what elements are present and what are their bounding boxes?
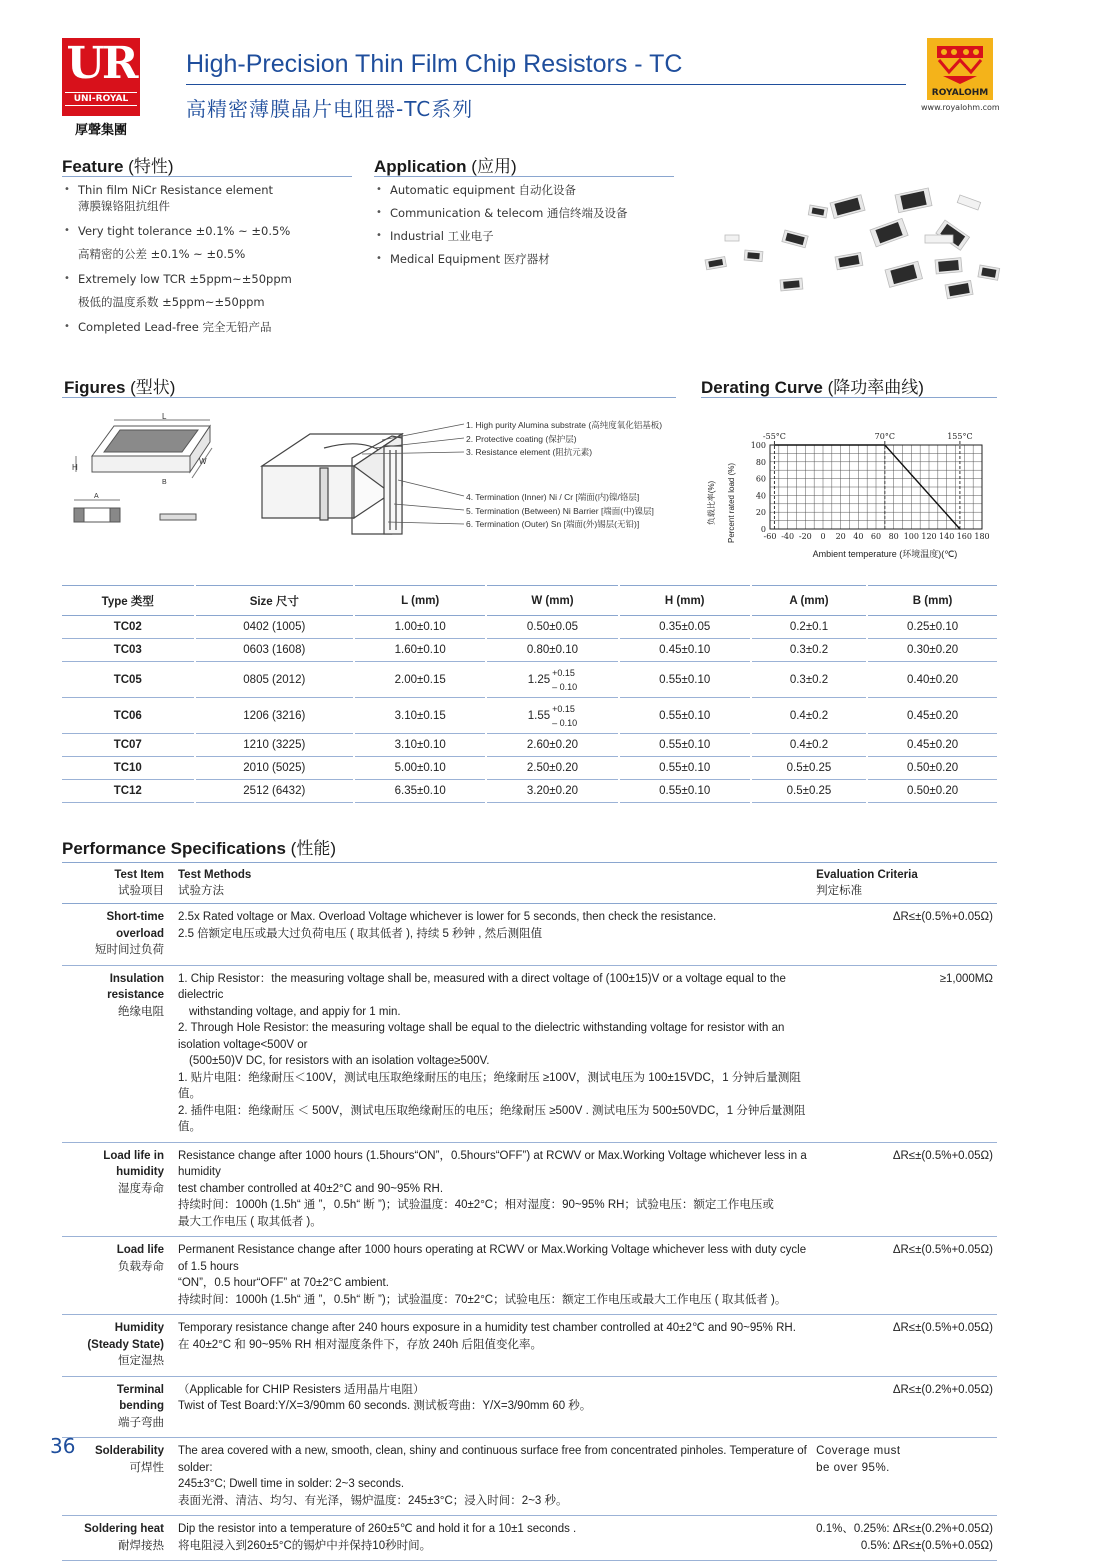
perf-item-cn: 绝缘电阻: [118, 1005, 164, 1018]
col-header-type: Type 类型: [62, 586, 195, 616]
cell-b: 0.50±0.20: [867, 757, 997, 780]
perf-item-en: Load life in: [103, 1149, 164, 1162]
x-tick-label: -60: [763, 532, 777, 541]
performance-table-body: [62, 904, 997, 1561]
perf-row: [62, 965, 997, 1142]
perf-col-criteria: [812, 863, 997, 904]
perf-method-line: Dip the resistor into a temperature of 260±5℃ and hold it for a 10±1 seconds .: [178, 1523, 577, 1535]
perf-item-en: bending: [119, 1400, 164, 1412]
cell-w: 2.60±0.20: [486, 734, 618, 757]
perf-criteria-line: ΔR≤±(0.5%+0.05Ω): [892, 1244, 993, 1256]
cell-l: 3.10±0.15: [354, 698, 486, 734]
table-row: [62, 662, 997, 698]
perf-test-method: [172, 1438, 812, 1516]
cell-type: TC07: [62, 734, 195, 757]
perf-criteria: [812, 1142, 997, 1237]
cell-size: 1210 (3225): [195, 734, 355, 757]
figures-rule: [62, 397, 676, 398]
feature-heading-cn: (特性): [128, 157, 174, 176]
cell-size: 0402 (1005): [195, 616, 355, 639]
perf-test-method: [172, 1315, 812, 1377]
feature-item: [62, 319, 362, 335]
col-header-b: B (mm): [867, 586, 997, 616]
cell-type: TC12: [62, 780, 195, 803]
feature-item-cn: 高精密的公差 ±0.1% ~ ±0.5%: [78, 247, 246, 261]
cell-b: 0.40±0.20: [867, 662, 997, 698]
perf-test-item: [62, 1438, 172, 1516]
feature-rule: [62, 176, 352, 177]
perf-item-cn: 湿度寿命: [118, 1182, 164, 1195]
perf-criteria: [812, 1516, 997, 1561]
page-title-cn: 高精密薄膜晶片电阻器-TC系列: [186, 97, 474, 121]
x-tick-label: 100: [903, 532, 919, 541]
perf-method-line: Permanent Resistance change after 1000 hours operating at RCWV or Max.Working Voltage whichever less with duty cycle of 1.5 hours: [178, 1244, 807, 1273]
resistor-dimension-drawing: [62, 408, 692, 558]
perf-method-line: test chamber controlled at 40±2°C and 90~95% RH.: [178, 1182, 444, 1195]
cell-size: 0805 (2012): [195, 662, 355, 698]
feature-item-en: Completed Lead-free 完全无铅产品: [78, 320, 272, 334]
cell-a: 0.3±0.2: [751, 639, 867, 662]
cell-a: 0.4±0.2: [751, 734, 867, 757]
royalohm-label: ROYALOHM: [931, 88, 989, 98]
col-header-h: H (mm): [619, 586, 751, 616]
page-number: 36: [50, 1434, 76, 1458]
callout-termination-inner: 4. Termination (Inner) Ni / Cr [端面(内)镍/铬层]: [466, 492, 640, 502]
perf-item-en: Soldering heat: [84, 1523, 164, 1535]
perf-criteria-line: ΔR≤±(0.5%+0.05Ω): [892, 1149, 993, 1162]
feature-item-en: Extremely low TCR ±5ppm~±50ppm: [78, 272, 292, 286]
application-item: • Medical Equipment 医疗器材: [374, 251, 674, 267]
cell-b: 0.30±0.20: [867, 639, 997, 662]
breakpoint-label: -55°C: [762, 432, 786, 441]
perf-criteria-line: be over 95%.: [816, 1461, 890, 1474]
perf-col-criteria-en: Evaluation Criteria: [816, 869, 918, 881]
cell-l: 6.35±0.10: [354, 780, 486, 803]
x-tick-labels: [764, 532, 990, 541]
dim-label-H: H: [72, 463, 78, 472]
perf-method-line: 2. Through Hole Resistor: the measuring voltage shall be equal to the dielectric withstanding voltage for resistor with an isolation voltage<500V or: [178, 1022, 785, 1051]
perf-item-en: overload: [116, 927, 164, 940]
cell-type: TC02: [62, 616, 195, 639]
perf-method-line: 持续时间：1000h (1.5h“ 通 ”，0.5h“ 断 ”)；试验温度：70±2°C；试验电压：额定工作电压或最大工作电压 ( 取其低者 )。: [178, 1293, 787, 1306]
y-tick-labels: [751, 441, 766, 534]
cell-h: 0.55±0.10: [619, 780, 751, 803]
x-tick-label: 120: [921, 532, 937, 541]
perf-item-en: Terminal: [116, 1383, 164, 1396]
application-list: [374, 182, 674, 267]
application-heading-en: Application: [374, 157, 467, 176]
feature-item-cn-line: [62, 246, 362, 262]
col-header-size: Size 尺寸: [195, 586, 355, 616]
table-row: [62, 639, 997, 662]
callout-coating: 2. Protective coating (保护层): [466, 434, 577, 444]
table-row: [62, 616, 997, 639]
perf-row: [62, 1142, 997, 1237]
tolerance-plus: +0.15: [552, 667, 575, 678]
callout-termination-between: 5. Termination (Between) Ni Barrier [端面(中)镍层]: [466, 506, 654, 516]
cell-b: 0.45±0.20: [867, 734, 997, 757]
perf-method-line: 1. Chip Resistor：the measuring voltage shall be, measured with a direct voltage of (100±15)V or a voltage equal to the dielectric: [178, 972, 786, 1001]
feature-item-cn: 极低的温度系数 ±5ppm~±50ppm: [78, 295, 265, 309]
figures-heading-cn: (型状): [130, 378, 176, 397]
tolerance-minus: – 0.10: [552, 681, 578, 692]
perf-method-line: Twist of Test Board:Y/X=3/90mm 60 seconds. 测试板弯曲：Y/X=3/90mm 60 秒。: [178, 1400, 592, 1412]
feature-item: [62, 182, 362, 214]
perf-item-en: Insulation: [109, 972, 164, 985]
cell-a: 0.5±0.25: [751, 780, 867, 803]
derating-point: [959, 528, 961, 530]
derating-rule: [701, 397, 997, 398]
perf-method-line: 245±3°C; Dwell time in solder: 2~3 seconds.: [178, 1478, 405, 1490]
perf-row: [62, 904, 997, 966]
perf-col-method-en: Test Methods: [178, 869, 252, 881]
cell-b: 0.25±0.10: [867, 616, 997, 639]
title-divider: [186, 84, 906, 85]
application-item: • Industrial 工业电子: [374, 228, 674, 244]
perf-criteria: [812, 1237, 997, 1315]
dim-label-W: W: [199, 457, 207, 466]
perf-col-method-cn: 试验方法: [178, 885, 224, 897]
cell-w: [486, 662, 618, 698]
performance-heading-en: Performance Specifications: [62, 839, 286, 858]
derating-heading: [701, 373, 924, 398]
perf-col-item: [62, 863, 172, 904]
royalohm-logo: [921, 38, 999, 124]
table-row: [62, 780, 997, 803]
perf-row: [62, 1438, 997, 1516]
perf-method-line: The area covered with a new, smooth, clean, shiny and continuous surface free from concentrated pinholes. Temperature of solder:: [178, 1445, 807, 1474]
performance-heading: [62, 834, 336, 859]
perf-criteria-line: 0.1%、0.25%: ΔR≤±(0.2%+0.05Ω): [816, 1523, 993, 1535]
perf-item-en: Solderability: [94, 1445, 164, 1457]
perf-method-line: Resistance change after 1000 hours (1.5hours“ON”，0.5hours“OFF”) at RCWV or Max.Working Voltage whichever less in a humidity: [178, 1149, 807, 1178]
cell-w-tolerance: [552, 666, 577, 694]
cell-a: 0.3±0.2: [751, 662, 867, 698]
x-tick-label: 0: [820, 532, 826, 541]
cell-h: 0.35±0.05: [619, 616, 751, 639]
perf-row: [62, 1516, 997, 1561]
perf-criteria: [812, 1376, 997, 1438]
perf-criteria-line: ≥1,000MΩ: [939, 972, 993, 985]
cell-type: TC10: [62, 757, 195, 780]
cell-a: 0.5±0.25: [751, 757, 867, 780]
cell-w: 0.80±0.10: [486, 639, 618, 662]
x-tick-label: 180: [974, 532, 990, 541]
feature-item-en: Thin film NiCr Resistance element: [78, 183, 274, 197]
y-tick-label: 40: [755, 491, 766, 501]
feature-heading-en: Feature: [62, 157, 124, 176]
cell-w-value: 1.55: [527, 709, 551, 722]
breakpoint-label: 70°C: [874, 432, 895, 441]
logo-mark: UR: [66, 38, 136, 89]
perf-test-method: [172, 1142, 812, 1237]
perf-item-cn: 可焊性: [129, 1461, 164, 1474]
cell-w-tolerance: [552, 702, 577, 730]
application-item: • Communication & telecom 通信终端及设备: [374, 205, 674, 221]
perf-item-en: Humidity: [114, 1322, 164, 1334]
x-tick-label: 80: [888, 532, 899, 541]
perf-test-item: [62, 965, 172, 1142]
perf-criteria: [812, 965, 997, 1142]
x-tick-label: -40: [781, 532, 795, 541]
feature-item-cn-line: [62, 294, 362, 310]
cell-l: 1.00±0.10: [354, 616, 486, 639]
cell-h: 0.55±0.10: [619, 662, 751, 698]
dimension-table-body: [62, 616, 997, 803]
feature-item: [62, 271, 362, 287]
cell-a: 0.2±0.1: [751, 616, 867, 639]
perf-test-item: [62, 1516, 172, 1561]
x-tick-label: 60: [870, 532, 882, 541]
cell-size: 2512 (6432): [195, 780, 355, 803]
cell-b: 0.45±0.20: [867, 698, 997, 734]
perf-method-line: (500±50)V DC, for resistors with an isolation voltage≥500V.: [189, 1055, 490, 1067]
perf-method-line: 将电阻浸入到260±5°C的锡炉中并保持10秒时间。: [178, 1539, 432, 1552]
application-heading-cn: (应用): [471, 157, 517, 176]
callout-substrate: 1. High purity Alumina substrate (高纯度氧化铝基板): [466, 420, 663, 430]
perf-col-item-en: Test Item: [114, 869, 164, 881]
perf-method-line: Temporary resistance change after 240 hours exposure in a humidity test chamber controlled at 40±2℃ and 90~95% RH.: [178, 1322, 796, 1334]
perf-test-method: [172, 1376, 812, 1438]
callout-termination-outer: 6. Termination (Outer) Sn [端面(外)锡层(无铅)]: [466, 519, 640, 529]
y-tick-label: 20: [755, 508, 766, 518]
chart-grid: [770, 445, 982, 529]
table-row: [62, 698, 997, 734]
perf-item-cn: 短时间过负荷: [95, 944, 164, 956]
derating-heading-en: Derating Curve: [701, 378, 823, 397]
x-tick-label: 40: [853, 532, 864, 541]
perf-col-method: [172, 863, 812, 904]
perf-test-item: [62, 1315, 172, 1377]
table-row: [62, 734, 997, 757]
perf-item-cn: 恒定湿热: [118, 1355, 164, 1367]
perf-criteria: [812, 1315, 997, 1377]
logo-cn-text: 厚聲集團: [74, 123, 127, 138]
perf-criteria-line: ΔR≤±(0.5%+0.05Ω): [892, 1322, 993, 1334]
application-item: • Automatic equipment 自动化设备: [374, 182, 674, 198]
cell-type: TC05: [62, 662, 195, 698]
perf-method-line: （Applicable for CHIP Resisters 适用晶片电阻）: [178, 1383, 425, 1396]
y-tick-label: 60: [755, 474, 766, 484]
cell-h: 0.55±0.10: [619, 734, 751, 757]
perf-test-item: [62, 1237, 172, 1315]
perf-criteria: [812, 1438, 997, 1516]
cell-l: 3.10±0.10: [354, 734, 486, 757]
derating-point: [884, 444, 886, 446]
crown-icon: [935, 46, 985, 84]
application-heading: [374, 152, 517, 177]
perf-row: [62, 1315, 997, 1377]
x-axis-label: Ambient temperature (环境温度)(℃): [812, 549, 958, 559]
cell-l: 2.00±0.15: [354, 662, 486, 698]
tolerance-plus: +0.15: [552, 703, 575, 714]
x-tick-label: 140: [939, 532, 955, 541]
perf-col-criteria-cn: 判定标准: [816, 885, 863, 897]
derating-heading-cn: (降功率曲线): [827, 378, 924, 397]
perf-item-cn: 端子弯曲: [118, 1416, 164, 1429]
cell-size: 1206 (3216): [195, 698, 355, 734]
feature-item: [62, 223, 362, 239]
cell-w: [486, 698, 618, 734]
cell-l: 1.60±0.10: [354, 639, 486, 662]
application-rule: [374, 176, 674, 177]
perf-test-method: [172, 965, 812, 1142]
perf-method-line: withstanding voltage, and appiy for 1 min.: [189, 1005, 401, 1018]
table-row: [62, 757, 997, 780]
cell-h: 0.55±0.10: [619, 757, 751, 780]
perf-criteria-line: ΔR≤±(0.5%+0.05Ω): [892, 911, 993, 923]
perf-row: [62, 1376, 997, 1438]
figures-heading-en: Figures: [64, 378, 126, 397]
perf-col-item-cn: 试验项目: [118, 885, 164, 897]
perf-method-line: 2.5 倍额定电压或最大过负荷电压 ( 取其低者 ), 持续 5 秒钟 , 然后测阻值: [178, 927, 543, 940]
cell-type: TC06: [62, 698, 195, 734]
perf-criteria-line: 0.5%: ΔR≤±(0.5%+0.05Ω): [860, 1539, 993, 1552]
perf-test-method: [172, 1516, 812, 1561]
perf-criteria: [812, 904, 997, 966]
dim-label-L: L: [162, 412, 167, 421]
feature-list: [62, 182, 362, 335]
perf-method-line: 最大工作电压 ( 取其低者 )。: [178, 1215, 322, 1228]
perf-method-line: 2. 插件电阻：绝缘耐压 ＜ 500V，测试电压取绝缘耐压的电压；绝缘耐压 ≥500V . 测试电压为 500±50VDC，1 分钟后量测阻值。: [178, 1104, 806, 1133]
y-axis-label-cn: 负载比率(%): [707, 480, 716, 526]
cell-h: 0.45±0.10: [619, 639, 751, 662]
cell-w: 3.20±0.20: [486, 780, 618, 803]
perf-item-en: resistance: [107, 989, 164, 1001]
x-tick-label: 160: [956, 532, 972, 541]
page-title: High-Precision Thin Film Chip Resistors - TC: [186, 50, 683, 78]
dim-label-A: A: [94, 493, 99, 500]
perf-item-en: (Steady State): [87, 1338, 164, 1351]
perf-method-line: 在 40±2°C 和 90~95% RH 相对湿度条件下，存放 240h 后阻值变化率。: [178, 1338, 542, 1351]
y-tick-label: 100: [750, 441, 766, 450]
chip-resistors-photo: [685, 175, 1010, 310]
feature-heading: [62, 152, 173, 177]
cell-b: 0.50±0.20: [867, 780, 997, 803]
perf-test-item: [62, 1142, 172, 1237]
uniroyal-logo: [62, 38, 140, 138]
col-header-a: A (mm): [751, 586, 867, 616]
performance-heading-cn: (性能): [290, 839, 336, 858]
perf-row: [62, 1237, 997, 1315]
col-header-l: L (mm): [354, 586, 486, 616]
cell-a: 0.4±0.2: [751, 698, 867, 734]
tolerance-minus: – 0.10: [552, 717, 578, 728]
y-axis-label: Percent rated load (%): [727, 462, 736, 544]
perf-item-cn: 耐焊接热: [118, 1539, 164, 1552]
cell-size: 0603 (1608): [195, 639, 355, 662]
perf-method-line: “ON”，0.5 hour“OFF” at 70±2°C ambient.: [178, 1277, 389, 1289]
x-tick-label: 20: [835, 532, 846, 541]
col-header-w: W (mm): [486, 586, 618, 616]
performance-table: [62, 862, 997, 1561]
perf-item-en: Load life: [116, 1244, 164, 1256]
x-tick-label: -20: [798, 532, 812, 541]
perf-method-line: 1. 贴片电阻：绝缘耐压＜100V，测试电压取绝缘耐压的电压；绝缘耐压 ≥100V，测试电压为 100±15VDC，1 分钟后量测阻值。: [178, 1071, 801, 1100]
perf-test-item: [62, 904, 172, 966]
table-header-row: [62, 586, 997, 616]
cell-w: 0.50±0.05: [486, 616, 618, 639]
cell-l: 5.00±0.10: [354, 757, 486, 780]
royalohm-url: www.royalohm.com: [921, 103, 1000, 112]
perf-criteria-line: ΔR≤±(0.2%+0.05Ω): [892, 1383, 993, 1396]
perf-test-method: [172, 1237, 812, 1315]
callout-resistance: 3. Resistance element (阻抗元素): [466, 447, 593, 457]
perf-test-method: [172, 904, 812, 966]
perf-item-en: Short-time: [106, 911, 164, 923]
feature-item-en: Very tight tolerance ±0.1% ~ ±0.5%: [78, 224, 291, 238]
cell-type: TC03: [62, 639, 195, 662]
breakpoint-label: 155°C: [947, 432, 973, 441]
perf-item-cn: 负载寿命: [118, 1260, 164, 1273]
perf-item-en: humidity: [116, 1166, 164, 1178]
y-tick-label: 80: [755, 457, 766, 467]
cell-w: 2.50±0.20: [486, 757, 618, 780]
logo-subtext: UNI-ROYAL: [65, 92, 137, 106]
cell-w-value: 1.25: [527, 673, 551, 686]
perf-header-row: [62, 863, 997, 904]
chart-annotations: [763, 432, 973, 529]
y-tick-label: 0: [760, 525, 766, 534]
perf-method-line: 表面光滑、清洁、均匀、有光泽，锡炉温度：245±3°C；浸入时间：2~3 秒。: [178, 1494, 568, 1507]
dim-label-B: B: [162, 479, 167, 486]
perf-method-line: 持续时间：1000h (1.5h“ 通 ”，0.5h“ 断 ”)；试验温度：40±2°C；相对湿度：90~95% RH；试验电压：额定工作电压或: [178, 1199, 774, 1211]
feature-item-cn: 薄膜镍铬阻抗组件: [78, 199, 170, 213]
perf-method-line: 2.5x Rated voltage or Max. Overload Voltage whichever is lower for 5 seconds, then check the resistance.: [178, 911, 717, 923]
dimension-table: [62, 585, 997, 803]
cell-size: 2010 (5025): [195, 757, 355, 780]
perf-criteria-line: Coverage must: [816, 1445, 901, 1457]
perf-test-item: [62, 1376, 172, 1438]
derating-chart: [700, 425, 1000, 565]
derating-point: [774, 444, 776, 446]
cell-h: 0.55±0.10: [619, 698, 751, 734]
figures-heading: [64, 373, 175, 398]
